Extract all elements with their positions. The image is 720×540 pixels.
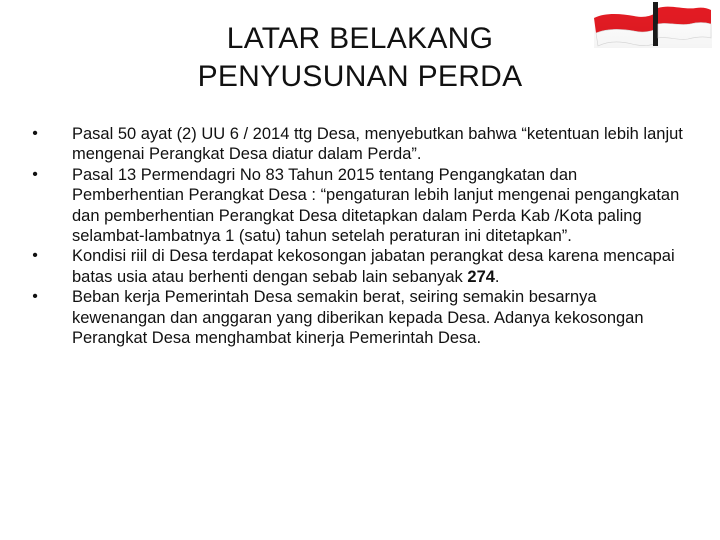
title-line-1: LATAR BELAKANG: [226, 22, 494, 55]
bullet-text: Pasal 50 ayat (2) UU 6 / 2014 ttg Desa, menyebutkan bahwa “ketentuan lebih lanjut mengenai Perangkat Desa diatur dalam Perda”.: [72, 125, 683, 164]
bullet-item: [28, 165, 692, 247]
bullet-item: [28, 246, 692, 287]
bullet-bold-number: 274: [467, 267, 495, 286]
flag-graphic: [588, 0, 714, 62]
bullet-dot-icon: •: [32, 125, 38, 142]
bullet-item: [28, 287, 692, 348]
title-line-2: PENYUSUNAN PERDA: [197, 60, 523, 93]
bullet-dot-icon: •: [32, 165, 38, 183]
bullet-list: [28, 124, 692, 348]
bullet-text-before: Kondisi riil di Desa terdapat kekosongan jabatan perangkat desa karena mencapai batas usia atau berhenti dengan sebab lain sebanyak: [72, 247, 675, 286]
slide-title: [160, 20, 560, 96]
indonesia-flag-icon: [588, 0, 714, 62]
bullet-dot-icon: •: [32, 247, 38, 265]
bullet-text-after: .: [494, 267, 500, 286]
bullet-text: Pasal 13 Permendagri No 83 Tahun 2015 tentang Pengangkatan dan Pemberhentian Perangkat Desa : “pengaturan lebih lanjut mengenai pengangkatan dan pemberhentian Perangkat Desa ditetapkan dalam Perda Kab /Kota paling selambat-lambatnya 1 (satu) tahun setelah peraturan ini ditetapkan”.: [72, 165, 680, 246]
bullet-text: Beban kerja Pemerintah Desa semakin berat, seiring semakin besarnya kewenangan dan anggaran yang diberikan kepada Desa. Adanya kekosongan Perangkat Desa menghambat kinerja Pemerintah Desa.: [72, 288, 644, 348]
bullet-item: [28, 124, 692, 165]
bullet-dot-icon: •: [32, 288, 38, 306]
